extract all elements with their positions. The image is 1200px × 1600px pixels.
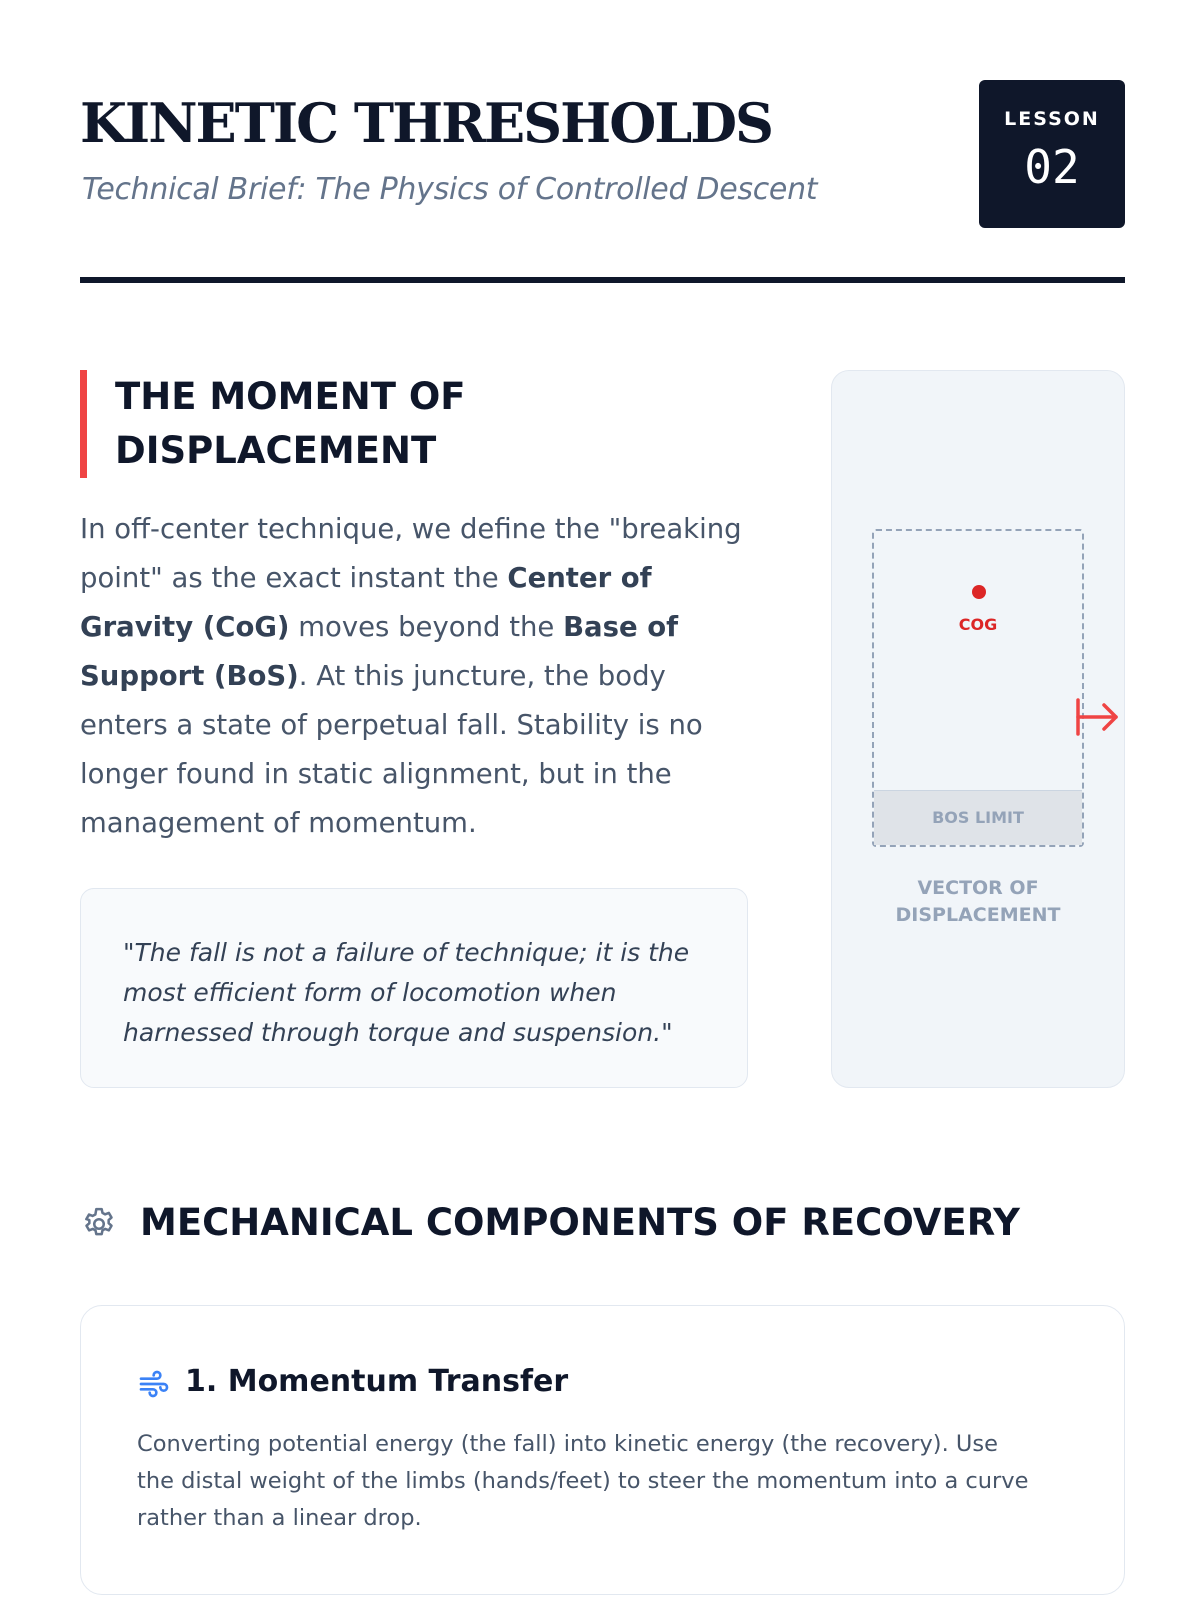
page-subtitle: Technical Brief: The Physics of Controlled Descent — [82, 172, 818, 207]
section-body-text — [80, 505, 760, 848]
displacement-diagram — [831, 370, 1125, 1088]
arrow-right-from-line-icon — [1074, 697, 1122, 737]
cog-label: COG — [958, 615, 998, 634]
body-text-part-2: moves beyond the — [289, 611, 564, 643]
section-heading-displacement: THE MOMENT OF DISPLACEMENT — [80, 370, 675, 478]
header-divider — [80, 277, 1125, 283]
section-heading-row-recovery — [80, 1200, 1125, 1250]
support-boundary-box — [872, 529, 1084, 847]
page-header — [80, 80, 1125, 290]
component-card — [80, 1305, 1125, 1595]
card-title: 1. Momentum Transfer — [185, 1364, 569, 1399]
section-heading-recovery: MECHANICAL COMPONENTS OF RECOVERY — [140, 1201, 1020, 1244]
center-of-gravity-dot — [972, 585, 986, 599]
page-title: KINETIC THRESHOLDS — [80, 91, 773, 155]
bos-limit-label: BOS LIMIT — [932, 808, 1024, 827]
lesson-label: LESSON — [1004, 108, 1100, 130]
lesson-badge — [979, 80, 1125, 228]
quote-callout — [80, 888, 748, 1088]
gear-icon — [80, 1205, 118, 1243]
wind-icon — [137, 1368, 169, 1400]
diagram-caption: VECTOR OF DISPLACEMENT — [895, 877, 1061, 926]
body-text-part-3: . At this juncture, the body enters a state of perpetual fall. Stability is no longer found in static alignment, but in the management of momentum. — [80, 660, 703, 839]
term-center-of-gravity: Center of Gravity (CoG) — [80, 562, 652, 643]
lesson-number: 02 — [1024, 140, 1080, 194]
term-base-of-support: Base of Support (BoS) — [80, 611, 679, 692]
card-description: Converting potential energy (the fall) into kinetic energy (the recovery). Use the distal weight of the limbs (hands/feet) to steer the momentum into a curve rather than a linear drop. — [137, 1431, 1029, 1531]
quote-text: "The fall is not a failure of technique; it is the most efficient form of locomotion when harnessed through torque and suspension." — [123, 938, 690, 1047]
bos-limit-band — [874, 790, 1082, 845]
body-text-part-1: In off-center technique, we define the "breaking point" as the exact instant the — [80, 513, 742, 594]
